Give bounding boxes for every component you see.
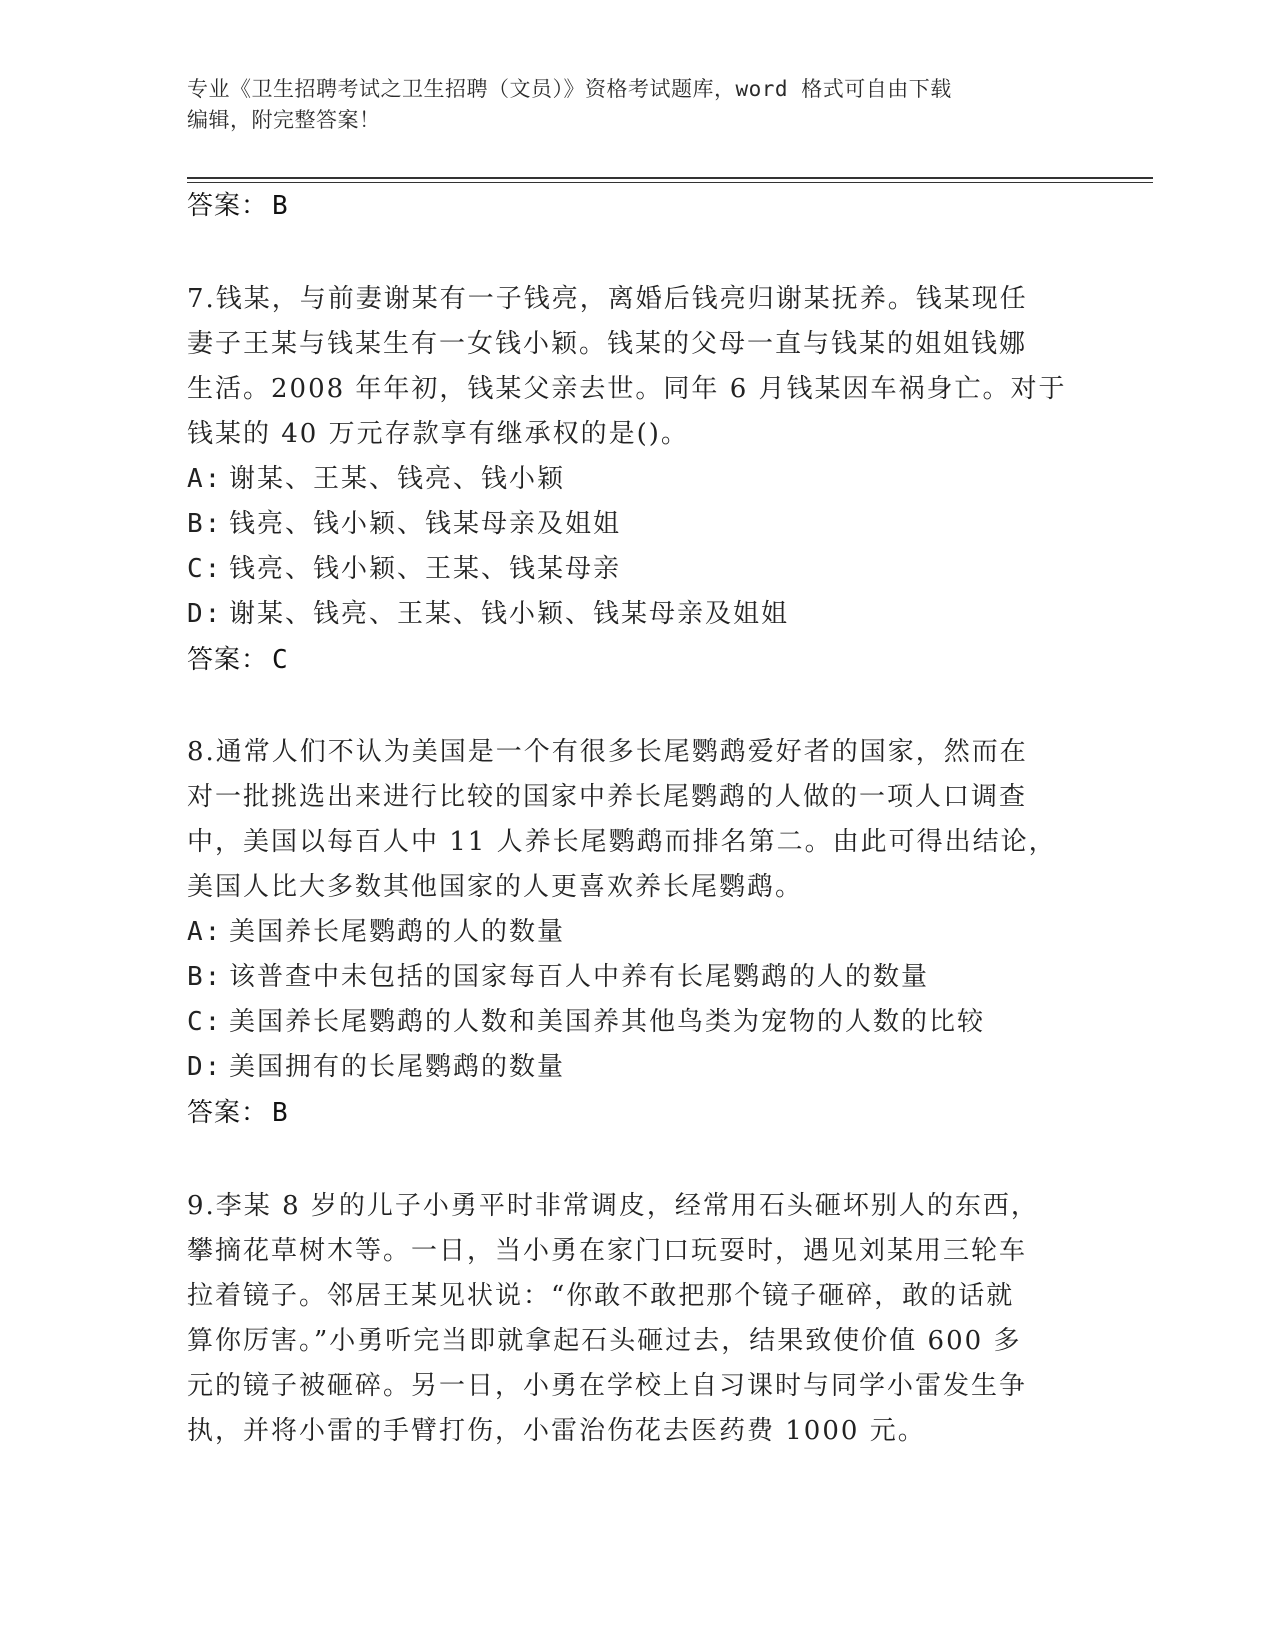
question-stem-line: 执，并将小雷的手臂打伤，小雷治伤花去医药费 1000 元。: [187, 1416, 926, 1446]
question-stem-line: 攀摘花草树木等。一日，当小勇在家门口玩耍时，遇见刘某用三轮车: [187, 1236, 1028, 1266]
option-c: [187, 547, 1087, 592]
option-c: [187, 1000, 1087, 1045]
question-stem-line: 对一批挑选出来进行比较的国家中养长尾鹦鹉的人做的一项人口调查: [187, 782, 1028, 812]
option-text: 钱亮、钱小颖、钱某母亲及姐姐: [229, 509, 622, 539]
question-stem-line: 算你厉害。”小勇听完当即就拿起石头砸过去，结果致使价值 600 多: [187, 1326, 1022, 1356]
option-letter: C:: [187, 554, 223, 584]
header-line-1: 专业《卫生招聘考试之卫生招聘（文员）》资格考试题库，word 格式可自由下载: [187, 77, 952, 101]
option-letter: A:: [187, 464, 223, 494]
question-7: [187, 277, 1087, 637]
option-text: 该普查中未包括的国家每百人中养有长尾鹦鹉的人的数量: [229, 962, 930, 992]
answer-label: 答案：: [187, 191, 269, 221]
answer-value: C: [272, 645, 289, 675]
answer-label: 答案：: [187, 645, 269, 675]
question-stem-line: 7.钱某，与前妻谢某有一子钱亮，离婚后钱亮归谢某抚养。钱某现任: [187, 284, 1028, 314]
option-letter: B:: [187, 509, 223, 539]
answer-line-q8: [187, 1093, 289, 1133]
answer-value: B: [272, 191, 289, 221]
answer-line-q7: [187, 640, 289, 680]
option-text: 美国养长尾鹦鹉的人数和美国养其他鸟类为宠物的人数的比较: [229, 1007, 986, 1037]
question-stem-line: 9.李某 8 岁的儿子小勇平时非常调皮，经常用石头砸坏别人的东西，: [187, 1191, 1039, 1221]
page-header: [187, 74, 1077, 136]
question-stem-line: 元的镜子被砸碎。另一日，小勇在学校上自习课时与同学小雷发生争: [187, 1371, 1028, 1401]
question-9: [187, 1184, 1087, 1454]
option-b: [187, 955, 1087, 1000]
header-divider-thick: [187, 177, 1153, 179]
option-letter: B:: [187, 962, 223, 992]
question-stem-line: 钱某的 40 万元存款享有继承权的是()。: [187, 419, 689, 449]
answer-line-prev: [187, 186, 289, 226]
option-text: 谢某、王某、钱亮、钱小颖: [229, 464, 566, 494]
answer-value: B: [272, 1098, 289, 1128]
question-stem-line: 妻子王某与钱某生有一女钱小颖。钱某的父母一直与钱某的姐姐钱娜: [187, 329, 1028, 359]
option-d: [187, 592, 1087, 637]
option-text: 谢某、钱亮、王某、钱小颖、钱某母亲及姐姐: [229, 599, 790, 629]
option-text: 钱亮、钱小颖、王某、钱某母亲: [229, 554, 622, 584]
question-stem-line: 拉着镜子。邻居王某见状说：“你敢不敢把那个镜子砸碎，敢的话就: [187, 1281, 1015, 1311]
header-line-2: 编辑，附完整答案！: [187, 108, 381, 132]
option-b: [187, 502, 1087, 547]
question-stem-line: 中，美国以每百人中 11 人养长尾鹦鹉而排名第二。由此可得出结论，: [187, 827, 1057, 857]
option-a: [187, 457, 1087, 502]
option-d: [187, 1045, 1087, 1090]
option-letter: A:: [187, 917, 223, 947]
question-stem-line: 生活。2008 年年初，钱某父亲去世。同年 6 月钱某因车祸身亡。对于: [187, 374, 1067, 404]
option-text: 美国拥有的长尾鹦鹉的数量: [229, 1052, 566, 1082]
option-letter: D:: [187, 1052, 223, 1082]
option-text: 美国养长尾鹦鹉的人的数量: [229, 917, 566, 947]
option-letter: C:: [187, 1007, 223, 1037]
option-letter: D:: [187, 599, 223, 629]
option-a: [187, 910, 1087, 955]
question-stem-line: 8.通常人们不认为美国是一个有很多长尾鹦鹉爱好者的国家，然而在: [187, 737, 1028, 767]
answer-label: 答案：: [187, 1098, 269, 1128]
question-stem-line: 美国人比大多数其他国家的人更喜欢养长尾鹦鹉。: [187, 872, 804, 902]
question-8: [187, 730, 1087, 1090]
header-divider-thin: [187, 182, 1153, 183]
